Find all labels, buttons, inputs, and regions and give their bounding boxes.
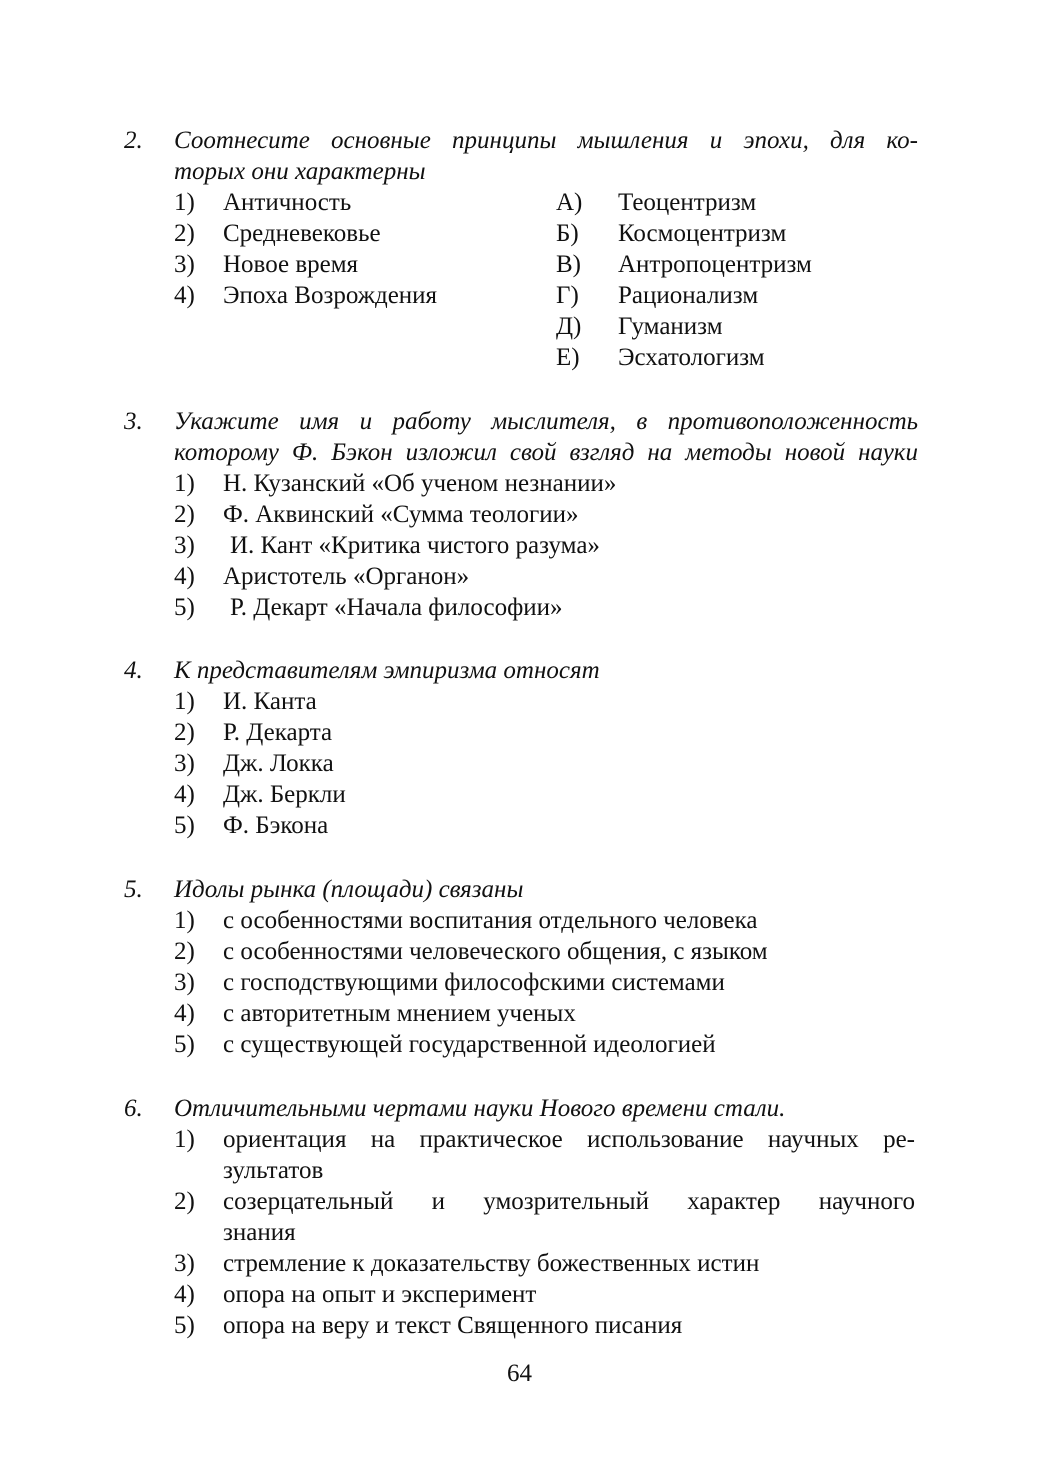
question-header (124, 874, 920, 905)
option-item (124, 936, 920, 967)
option-text: И. Кант «Критика чистого разума» (230, 532, 600, 559)
question-line: К представителям эмпиризма относят (174, 657, 600, 684)
question-text (174, 655, 918, 686)
answer-letter: Д) (556, 313, 582, 340)
option-number: 2) (174, 719, 195, 746)
option-text: Средневековье (223, 220, 381, 247)
question-text (174, 874, 918, 905)
option-number: 1) (174, 1126, 195, 1153)
answer-text: Космоцентризм (618, 220, 787, 247)
option-text: созерцательный и умозрительный характер научного (223, 1188, 915, 1215)
option-text: Дж. Беркли (223, 781, 346, 808)
question-text (174, 1093, 918, 1124)
option-number: 5) (174, 1312, 195, 1339)
option-text: ориентация на практическое использование научных ре- (223, 1126, 915, 1153)
option-number: 4) (174, 563, 195, 590)
option-text: Эпоха Возрождения (223, 282, 438, 309)
question-number: 3. (124, 408, 143, 435)
option-text: Новое время (223, 251, 359, 278)
option-number: 3) (174, 532, 195, 559)
question-line: Соотнесите основные принципы мышления и эпохи, для ко- (174, 127, 918, 154)
option-text: Ф. Бэкона (223, 812, 329, 839)
option-text: Аристотель «Органон» (223, 563, 470, 590)
option-number: 2) (174, 1188, 195, 1215)
option-item (124, 1310, 920, 1341)
option-item (124, 499, 920, 530)
option-item (124, 748, 920, 779)
answer-text: Антропоцентризм (618, 251, 812, 278)
option-item (124, 905, 920, 936)
option-item (124, 1248, 920, 1279)
question-header (124, 1093, 920, 1124)
option-number: 5) (174, 594, 195, 621)
option-number: 5) (174, 1031, 195, 1058)
option-item (124, 686, 920, 717)
option-text: Р. Декарт «Начала философии» (230, 594, 563, 621)
option-item (124, 1186, 920, 1248)
option-number: 2) (174, 938, 195, 965)
option-text: Ф. Аквинский «Сумма теологии» (223, 501, 579, 528)
option-text: с господствующими философскими системами (223, 969, 725, 996)
option-text: с особенностями человеческого общения, с языком (223, 938, 768, 965)
option-item (124, 561, 920, 592)
answer-text: Эсхатологизм (618, 344, 765, 371)
option-item (124, 967, 920, 998)
option-text: стремление к доказательству божественных истин (223, 1250, 760, 1277)
question-line: которому Ф. Бэкон изложил свой взгляд на методы новой науки (174, 439, 918, 466)
question-text (174, 406, 918, 468)
option-item (124, 530, 920, 561)
question-text (174, 125, 918, 187)
option-text: Р. Декарта (223, 719, 333, 746)
page-number: 64 (507, 1360, 532, 1387)
question-number: 6. (124, 1095, 143, 1122)
option-number: 3) (174, 1250, 195, 1277)
option-text: с особенностями воспитания отдельного человека (223, 907, 758, 934)
matching-columns (124, 187, 920, 371)
option-item (124, 280, 920, 311)
option-item (124, 1124, 920, 1186)
option-item (124, 810, 920, 841)
option-number: 4) (174, 781, 195, 808)
option-text: с авторитетным мнением ученых (223, 1000, 576, 1027)
option-item (124, 592, 920, 623)
answer-letter: Г) (556, 282, 579, 309)
option-text: Н. Кузанский «Об ученом незнании» (223, 470, 617, 497)
option-text: Дж. Локка (223, 750, 334, 777)
answer-letter: Б) (556, 220, 579, 247)
option-item (124, 998, 920, 1029)
question-header (124, 655, 920, 686)
question-header (124, 406, 920, 468)
option-text-continuation: знания (223, 1219, 296, 1246)
option-number: 2) (174, 501, 195, 528)
option-text: опора на веру и текст Священного писания (223, 1312, 683, 1339)
question-5 (124, 874, 920, 1060)
option-text: опора на опыт и эксперимент (223, 1281, 537, 1308)
question-line: торых они характерны (174, 158, 426, 185)
option-number: 2) (174, 220, 195, 247)
question-line: Укажите имя и работу мыслителя, в противоположенность (174, 408, 918, 435)
option-item (124, 717, 920, 748)
option-number: 3) (174, 750, 195, 777)
option-number: 3) (174, 251, 195, 278)
question-6 (124, 1093, 920, 1341)
answer-letter: В) (556, 251, 581, 278)
question-number: 4. (124, 657, 143, 684)
question-number: 5. (124, 876, 143, 903)
option-item (124, 187, 920, 218)
option-number: 1) (174, 470, 195, 497)
option-item (124, 779, 920, 810)
option-text: Античность (223, 189, 352, 216)
option-item (124, 1279, 920, 1310)
answer-text: Теоцентризм (618, 189, 757, 216)
question-4 (124, 655, 920, 841)
option-number: 4) (174, 1000, 195, 1027)
option-number: 4) (174, 282, 195, 309)
option-number: 1) (174, 189, 195, 216)
answer-letter: Е) (556, 344, 580, 371)
option-number: 3) (174, 969, 195, 996)
option-number: 1) (174, 688, 195, 715)
question-3 (124, 406, 920, 623)
question-line: Идолы рынка (площади) связаны (174, 876, 524, 903)
option-item (124, 218, 920, 249)
answer-text: Рационализм (618, 282, 759, 309)
option-text: с существующей государственной идеологией (223, 1031, 716, 1058)
question-2 (124, 125, 920, 371)
option-text: И. Канта (223, 688, 317, 715)
question-number: 2. (124, 127, 143, 154)
question-header (124, 125, 920, 187)
option-item (124, 468, 920, 499)
option-number: 1) (174, 907, 195, 934)
answer-letter: А) (556, 189, 583, 216)
option-number: 4) (174, 1281, 195, 1308)
option-text-continuation: зультатов (223, 1157, 324, 1184)
option-number: 5) (174, 812, 195, 839)
answer-text: Гуманизм (618, 313, 723, 340)
question-line: Отличительными чертами науки Нового времени стали. (174, 1095, 786, 1122)
option-item (124, 1029, 920, 1060)
